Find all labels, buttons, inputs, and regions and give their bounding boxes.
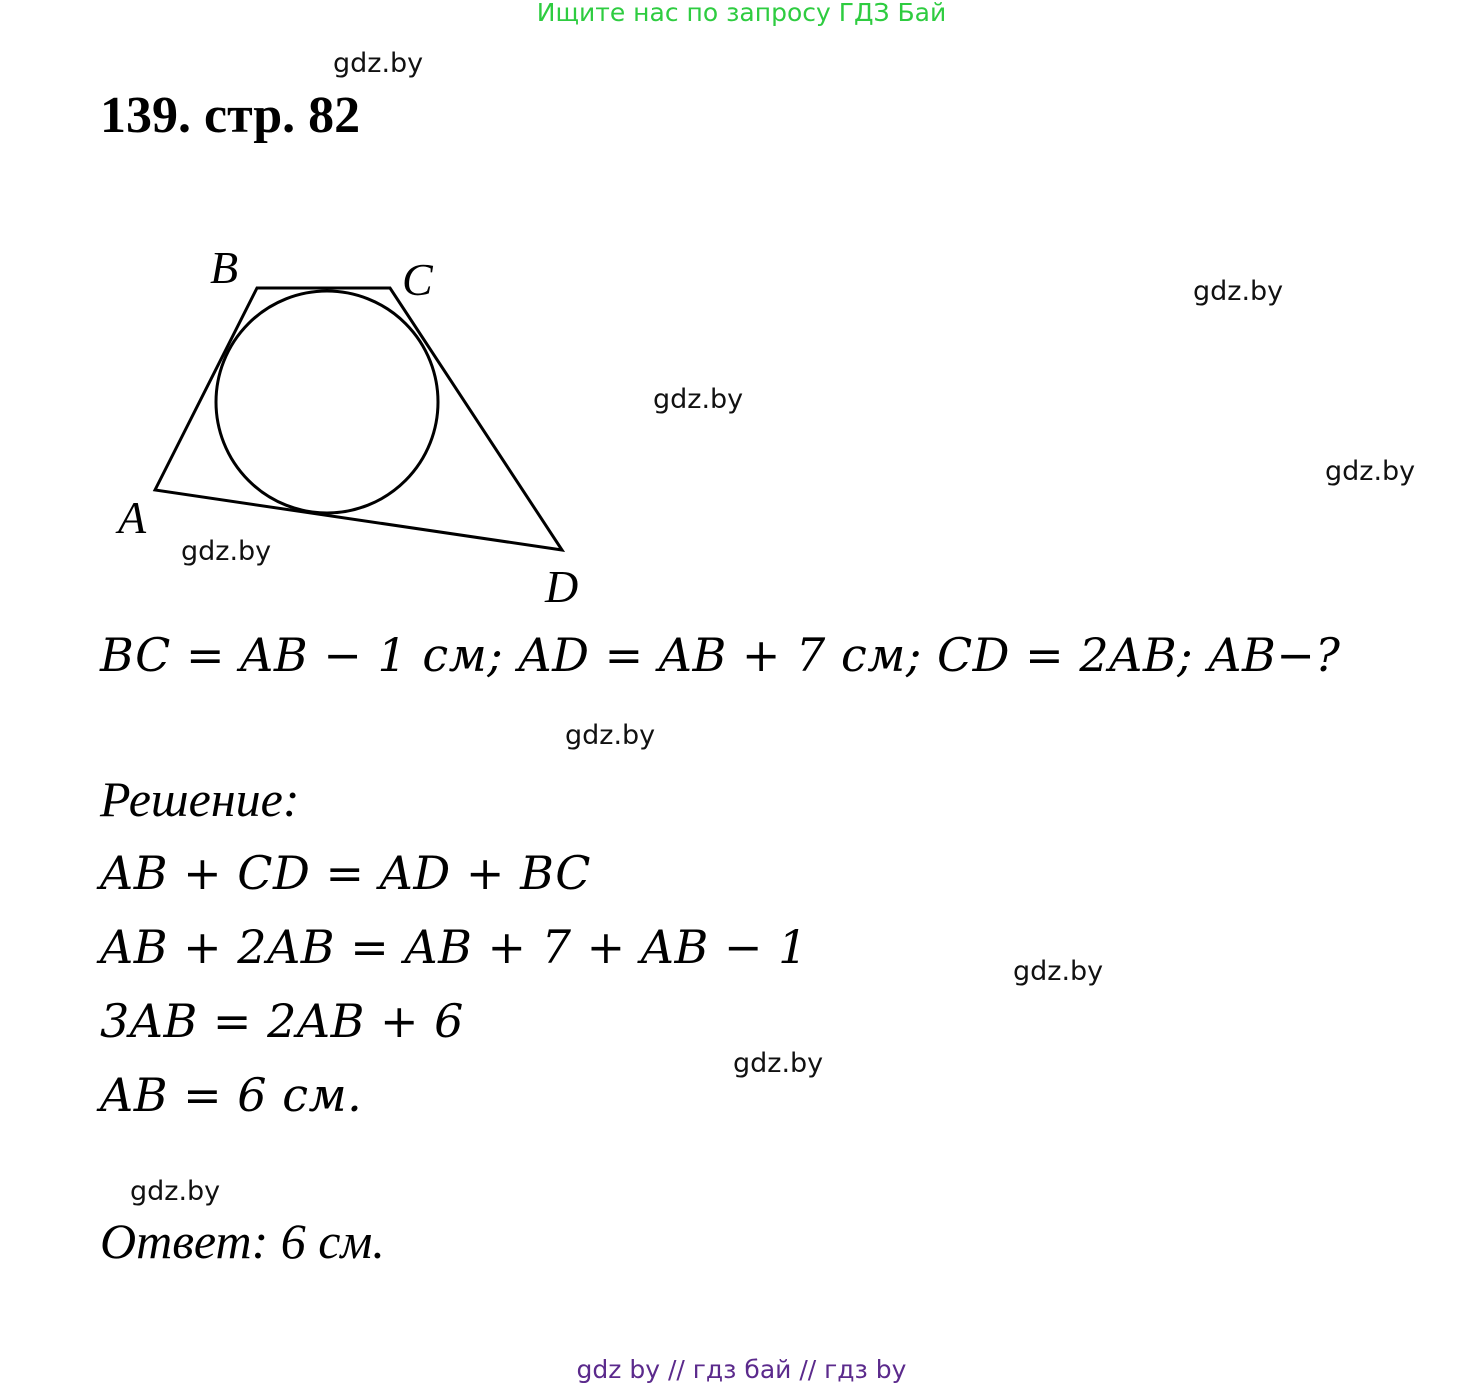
inscribed-circle bbox=[216, 291, 438, 513]
watermark: gdz.by bbox=[733, 1048, 824, 1079]
watermark: gdz.by bbox=[130, 1176, 221, 1207]
vertex-label-b: B bbox=[210, 242, 239, 293]
answer: Ответ: 6 см. bbox=[100, 1213, 385, 1269]
solution-label: Решение: bbox=[100, 771, 300, 827]
top-banner[interactable]: Ищите нас по запросу ГДЗ Бай bbox=[536, 0, 947, 27]
vertex-label-d: D bbox=[545, 561, 579, 612]
vertex-label-a: A bbox=[118, 492, 147, 543]
watermark: gdz.by bbox=[1193, 276, 1284, 307]
footer-links[interactable]: gdz by // гдз бай // гдз by bbox=[576, 1355, 907, 1384]
solution-step-4: AB = 6 см. bbox=[100, 1068, 363, 1122]
watermark: gdz.by bbox=[1325, 456, 1416, 487]
watermark: gdz.by bbox=[181, 536, 272, 567]
watermark: gdz.by bbox=[653, 384, 744, 415]
vertex-label-c: C bbox=[402, 254, 433, 305]
problem-title: 139. стр. 82 bbox=[100, 87, 361, 144]
watermark: gdz.by bbox=[1013, 956, 1104, 987]
trapezoid-figure bbox=[100, 235, 620, 615]
watermark: gdz.by bbox=[565, 720, 656, 751]
solution-step-3: 3AB = 2AB + 6 bbox=[100, 994, 464, 1048]
given-conditions: BC = AB − 1 см; AD = AB + 7 см; CD = 2AB; AB−? bbox=[100, 628, 1341, 682]
watermark: gdz.by bbox=[333, 48, 424, 79]
solution-step-1: AB + CD = AD + BC bbox=[100, 846, 591, 900]
solution-step-2: AB + 2AB = AB + 7 + AB − 1 bbox=[100, 920, 808, 974]
